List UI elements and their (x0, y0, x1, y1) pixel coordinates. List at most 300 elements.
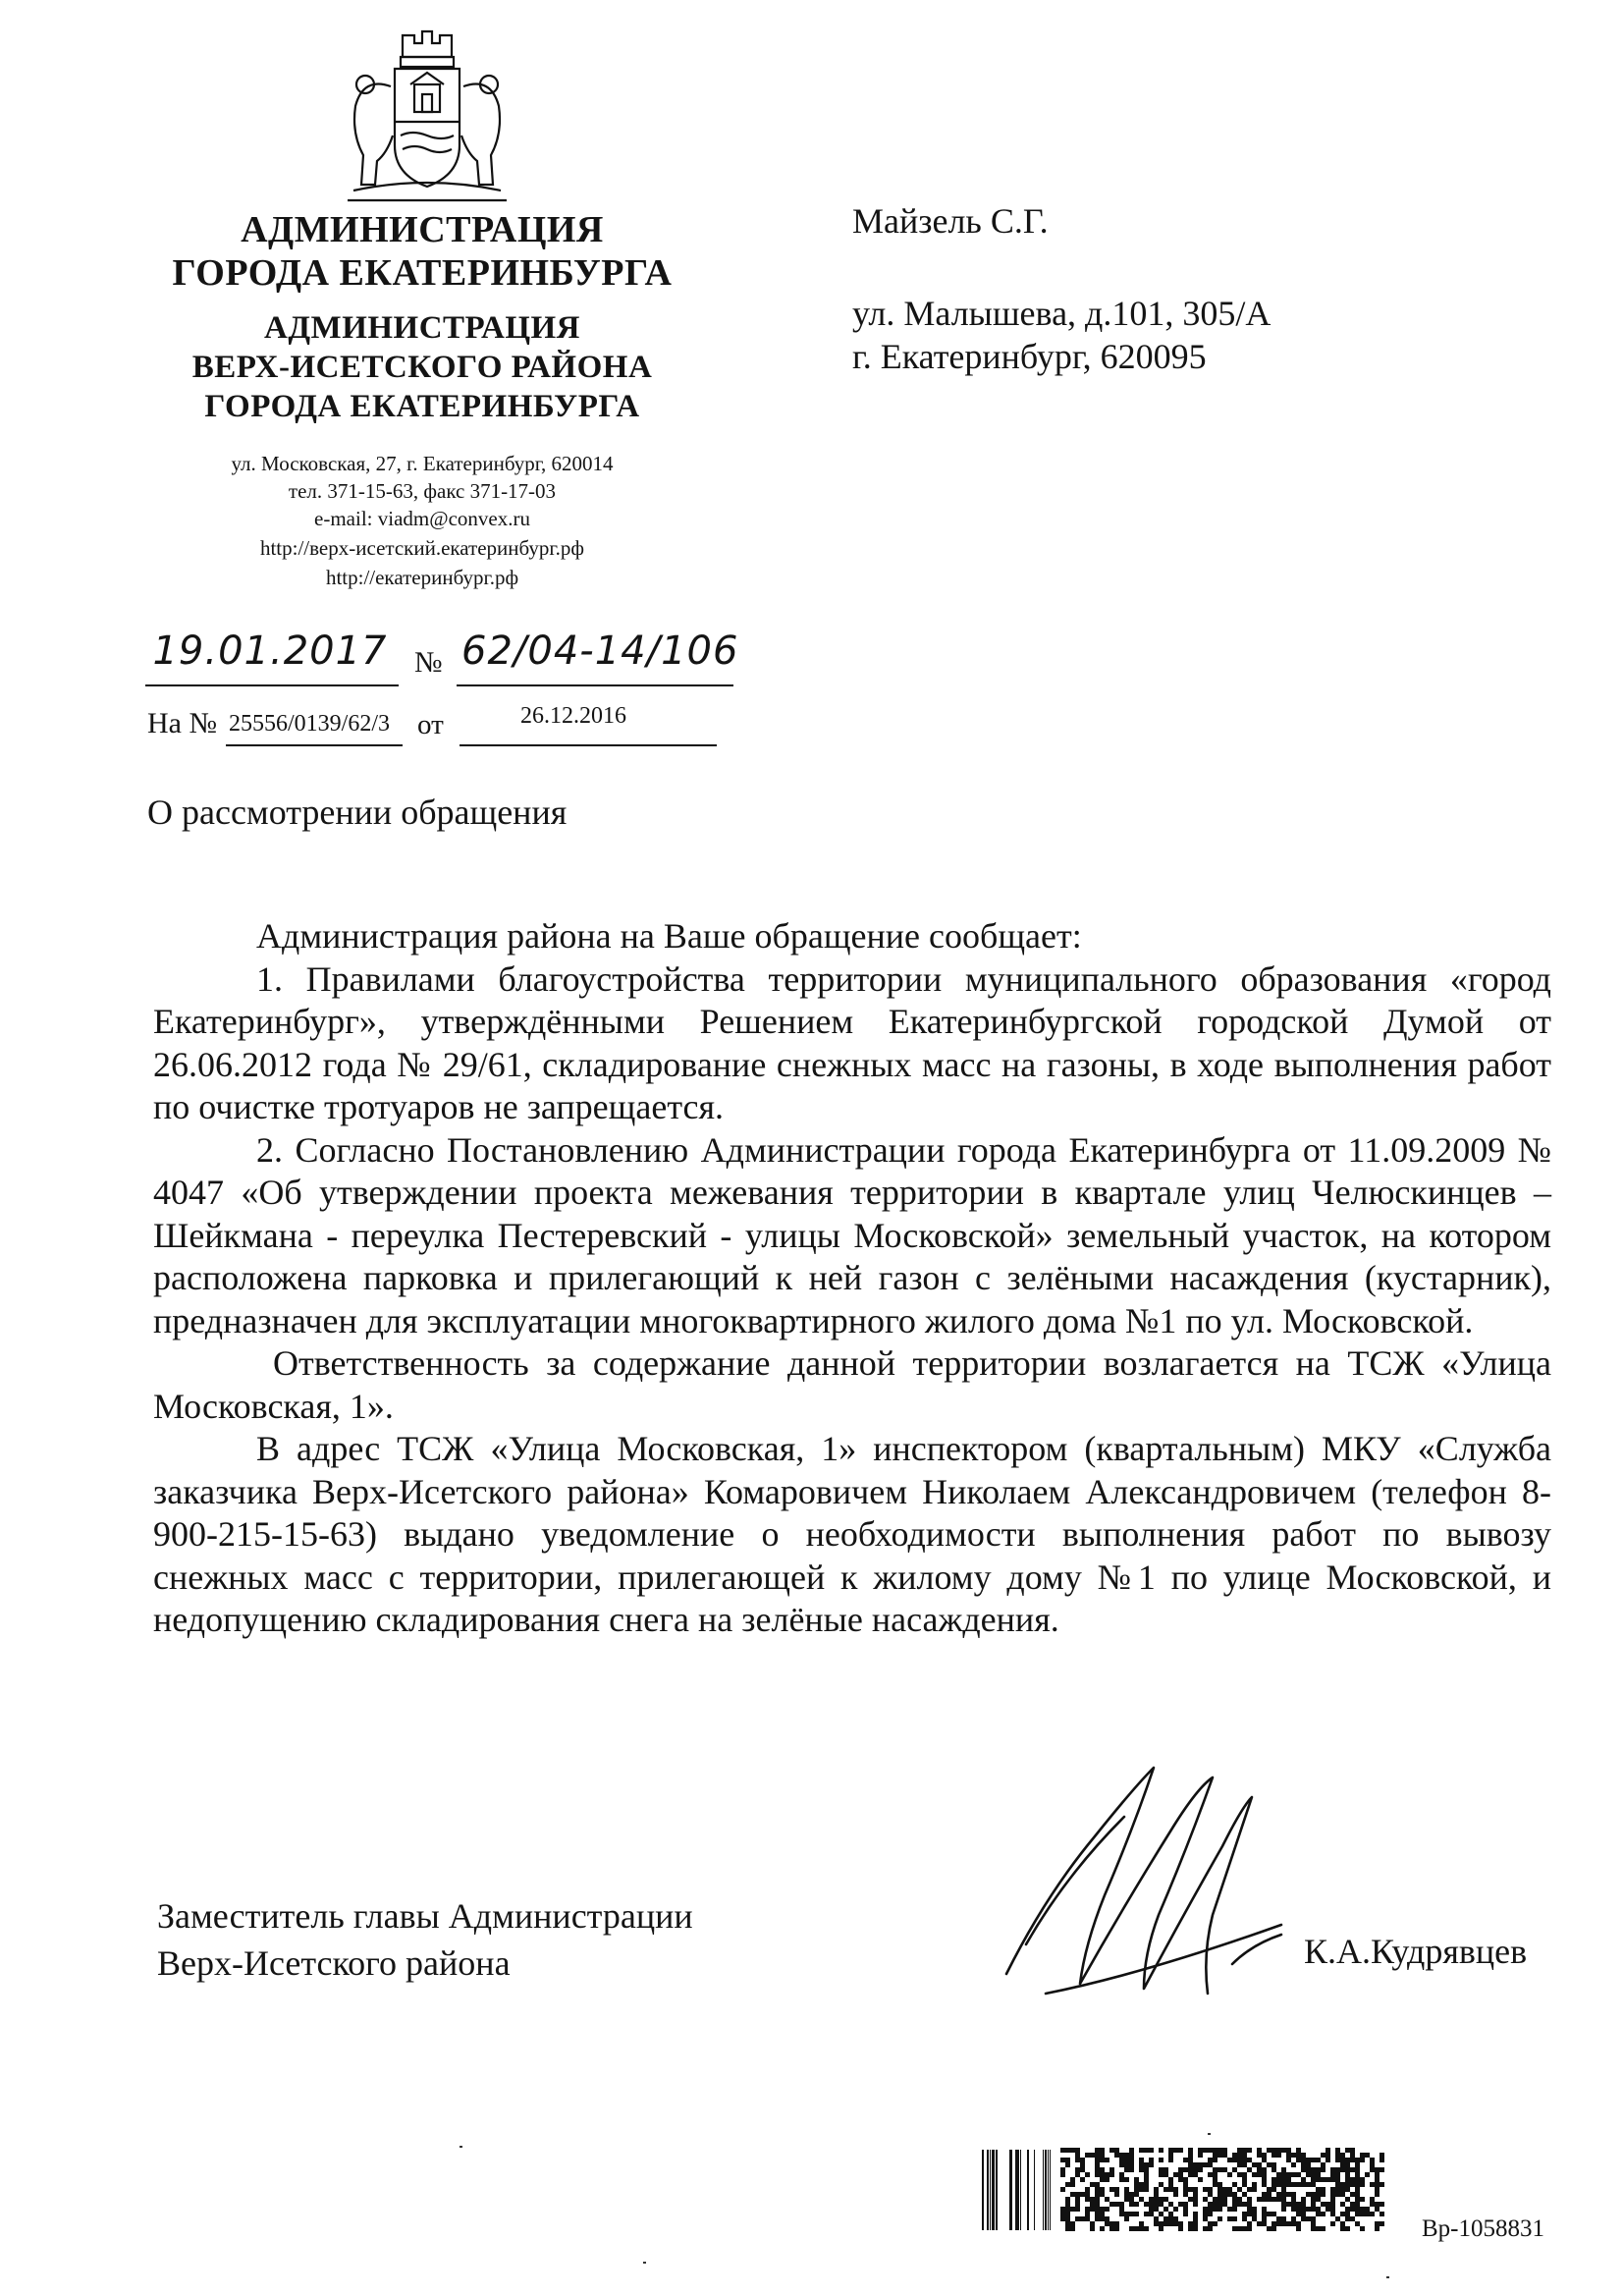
barcode-cell (1375, 2207, 1380, 2212)
barcode-cell (1168, 2212, 1173, 2216)
barcode-cell (1159, 2197, 1163, 2202)
barcode-cell (1217, 2207, 1222, 2212)
barcode-cell (1208, 2212, 1213, 2216)
barcode-cell (1271, 2177, 1276, 2182)
barcode-bar (1043, 2150, 1044, 2230)
barcode-cell (1301, 2167, 1306, 2172)
barcode-cell (1355, 2167, 1360, 2172)
barcode-cell (1188, 2197, 1193, 2202)
barcode-cell (1355, 2197, 1360, 2202)
barcode-cell (1296, 2207, 1301, 2212)
barcode-bar (996, 2150, 998, 2230)
barcode-cell (1124, 2177, 1129, 2182)
barcode-cell (1213, 2172, 1217, 2177)
body-item-1: 1. Правилами благоустройства территории муниципального образования «город Екатеринбург», утверждёнными Решением Екатеринбургской городской Думой от 26.06.2012 года № 29/61, складирование снежных масс на газоны, в ходе выполнения работ по очистке тротуаров не запрещается. (153, 958, 1551, 1126)
barcode-cell (1311, 2207, 1316, 2212)
barcode-cell (1109, 2172, 1114, 2177)
barcode-cell (1090, 2197, 1095, 2202)
barcode-cell (1257, 2162, 1262, 2167)
barcode-cell (1281, 2207, 1286, 2212)
barcode-cell (1109, 2148, 1114, 2153)
barcode-cell (1159, 2167, 1163, 2172)
barcode-cell (1065, 2148, 1070, 2153)
barcode-cell (1257, 2172, 1262, 2177)
barcode-cell (1291, 2182, 1296, 2187)
barcode-cell (1060, 2207, 1065, 2212)
barcode-cell (1375, 2221, 1380, 2226)
org-name-line2: ГОРОДА ЕКАТЕРИНБУРГА (172, 252, 673, 294)
barcode-cell (1252, 2182, 1257, 2187)
barcode-cell (1090, 2182, 1095, 2187)
barcode-cell (1267, 2162, 1271, 2167)
barcode-cell (1375, 2172, 1380, 2177)
barcode-cell (1321, 2212, 1325, 2216)
barcode-cell (1075, 2148, 1080, 2153)
barcode-cell (1193, 2226, 1198, 2231)
barcode-cell (1060, 2187, 1065, 2192)
barcode-cell (1330, 2192, 1335, 2197)
barcode-cell (1281, 2202, 1286, 2207)
barcode-cell (1085, 2172, 1090, 2177)
barcode-cell (1355, 2158, 1360, 2162)
body-intro: Администрация района на Ваше обращение сообщает: (256, 916, 1082, 956)
barcode-cell (1321, 2187, 1325, 2192)
barcode-cell (1105, 2158, 1109, 2162)
barcode-cell (1257, 2153, 1262, 2158)
barcode-cell (1321, 2167, 1325, 2172)
barcode-cell (1109, 2221, 1114, 2226)
barcode-cell (1306, 2182, 1311, 2187)
barcode-cell (1144, 2167, 1149, 2172)
barcode-cell (1100, 2216, 1105, 2221)
barcode-cell (1276, 2182, 1281, 2187)
barcode-cell (1227, 2187, 1232, 2192)
barcode-cell (1330, 2172, 1335, 2177)
barcode-cell (1065, 2158, 1070, 2162)
barcode-cell (1380, 2212, 1384, 2216)
barcode-cell (1345, 2162, 1350, 2167)
district-name-line2: ВЕРХ-ИСЕТСКОГО РАЙОНА (191, 350, 653, 385)
barcode-cell (1144, 2187, 1149, 2192)
barcode-cell (1129, 2192, 1134, 2197)
barcode-cell (1306, 2216, 1311, 2221)
barcode-cell (1227, 2172, 1232, 2177)
barcode-cell (1276, 2197, 1281, 2202)
barcode-cell (1217, 2187, 1222, 2192)
reference-prefix: На № (147, 707, 218, 739)
barcode-cell (1330, 2212, 1335, 2216)
barcode-cell (1276, 2221, 1281, 2226)
barcode-cell (1222, 2153, 1227, 2158)
barcode-cell (1370, 2182, 1375, 2187)
barcode-cell (1119, 2153, 1124, 2158)
barcode-cell (1316, 2212, 1321, 2216)
barcode-cell (1271, 2212, 1276, 2216)
barcode-cell (1090, 2202, 1095, 2207)
barcode-cell (1291, 2216, 1296, 2221)
recipient-name: Майзель С.Г. (852, 201, 1049, 241)
barcode-cell (1276, 2172, 1281, 2177)
barcode-cell (1080, 2216, 1085, 2221)
barcode-cell (1247, 2212, 1252, 2216)
barcode-cell (1271, 2162, 1276, 2167)
barcode-cell (1075, 2207, 1080, 2212)
barcode-cell (1168, 2202, 1173, 2207)
barcode-cell (1109, 2202, 1114, 2207)
barcode-cell (1281, 2177, 1286, 2182)
reference-number: 25556/0139/62/3 (229, 711, 391, 737)
barcode-cell (1237, 2148, 1242, 2153)
barcode-cell (1065, 2216, 1070, 2221)
barcode-cell (1144, 2182, 1149, 2187)
scan-speck (460, 2146, 462, 2148)
barcode-cell (1227, 2216, 1232, 2221)
barcode-cell (1365, 2207, 1370, 2212)
barcode-cell (1173, 2192, 1178, 2197)
barcode-cell (1060, 2158, 1065, 2162)
barcode-cell (1144, 2162, 1149, 2167)
barcode-cell (1129, 2226, 1134, 2231)
barcode-cell (1129, 2158, 1134, 2162)
barcode-cell (1380, 2167, 1384, 2172)
reference-date: 26.12.2016 (520, 703, 626, 729)
barcode-cell (1330, 2202, 1335, 2207)
barcode-cell (1203, 2216, 1208, 2221)
barcode-cell (1217, 2202, 1222, 2207)
barcode-cell (1163, 2216, 1168, 2221)
barcode-cell (1222, 2167, 1227, 2172)
barcode-cell (1109, 2187, 1114, 2192)
barcode-cell (1281, 2148, 1286, 2153)
barcode-cell (1100, 2192, 1105, 2197)
barcode-cell (1355, 2192, 1360, 2197)
barcode-cell (1281, 2167, 1286, 2172)
barcode-cell (1060, 2172, 1065, 2177)
barcode-cell (1262, 2216, 1267, 2221)
barcode-cell (1296, 2153, 1301, 2158)
barcode-cell (1340, 2162, 1345, 2167)
barcode-cell (1075, 2153, 1080, 2158)
barcode-cell (1100, 2187, 1105, 2192)
barcode-cell (1178, 2221, 1183, 2226)
barcode-cell (1139, 2221, 1144, 2226)
barcode-cell (1296, 2182, 1301, 2187)
barcode-cell (1296, 2148, 1301, 2153)
barcode-cell (1129, 2202, 1134, 2207)
barcode-cell (1100, 2153, 1105, 2158)
barcode-cell (1134, 2182, 1139, 2187)
barcode-cell (1291, 2197, 1296, 2202)
barcode-cell (1335, 2182, 1340, 2187)
barcode-cell (1095, 2153, 1100, 2158)
reference-date-underline (460, 744, 717, 746)
barcode-cell (1370, 2197, 1375, 2202)
barcode-cell (1247, 2202, 1252, 2207)
barcode-cell (1330, 2197, 1335, 2202)
barcode-cell (1203, 2226, 1208, 2231)
barcode-cell (1321, 2177, 1325, 2182)
barcode-cell (1311, 2172, 1316, 2177)
barcode-cell (1350, 2177, 1355, 2182)
barcode-cell (1330, 2221, 1335, 2226)
barcode-cell (1330, 2207, 1335, 2212)
barcode-cell (1213, 2167, 1217, 2172)
barcode-cell (1281, 2172, 1286, 2177)
barcode-cell (1139, 2158, 1144, 2162)
barcode-cell (1168, 2187, 1173, 2192)
reference-from-label: от (417, 709, 444, 740)
barcode-cell (1124, 2212, 1129, 2216)
barcode-cell (1095, 2216, 1100, 2221)
barcode-cell (1257, 2167, 1262, 2172)
district-name-line1: АДМИНИСТРАЦИЯ (264, 310, 580, 346)
scan-speck (1208, 2133, 1211, 2135)
contact-address: ул. Московская, 27, г. Екатеринбург, 620014 (231, 452, 614, 475)
barcode-cell (1173, 2207, 1178, 2212)
barcode-cell (1380, 2158, 1384, 2162)
barcode-cell (1325, 2177, 1330, 2182)
barcode-cell (1090, 2221, 1095, 2226)
barcode-cell (1301, 2216, 1306, 2221)
barcode-cell (1085, 2212, 1090, 2216)
barcode-cell (1375, 2187, 1380, 2192)
barcode-cell (1242, 2202, 1247, 2207)
barcode-cell (1291, 2221, 1296, 2226)
barcode-cell (1311, 2197, 1316, 2202)
barcode-cell (1124, 2197, 1129, 2202)
barcode-cell (1163, 2197, 1168, 2202)
barcode-cell (1183, 2212, 1188, 2216)
barcode-cell (1080, 2158, 1085, 2162)
barcode-cell (1119, 2207, 1124, 2212)
barcode-cell (1296, 2172, 1301, 2177)
barcode-cell (1330, 2167, 1335, 2172)
barcode-cell (1173, 2221, 1178, 2226)
barcode-bar (990, 2150, 991, 2230)
barcode-cell (1129, 2153, 1134, 2158)
registration-number-underline (457, 684, 733, 686)
barcode-cell (1119, 2162, 1124, 2167)
barcode-cell (1340, 2212, 1345, 2216)
barcode-cell (1291, 2172, 1296, 2177)
barcode-cell (1237, 2187, 1242, 2192)
barcode-cell (1262, 2153, 1267, 2158)
barcode-cell (1085, 2207, 1090, 2212)
barcode-cell (1281, 2187, 1286, 2192)
barcode-cell (1149, 2207, 1154, 2212)
barcode-cell (1301, 2202, 1306, 2207)
barcode-cell (1222, 2187, 1227, 2192)
barcode-cell (1208, 2148, 1213, 2153)
barcode-cell (1262, 2212, 1267, 2216)
barcode-cell (1095, 2207, 1100, 2212)
barcode-cell (1247, 2158, 1252, 2162)
barcode-cell (1183, 2158, 1188, 2162)
barcode-cell (1070, 2177, 1075, 2182)
barcode-cell (1281, 2197, 1286, 2202)
barcode-cell (1193, 2192, 1198, 2197)
barcode-cell (1154, 2216, 1159, 2221)
handwritten-signature (987, 1748, 1301, 2023)
barcode-cell (1100, 2207, 1105, 2212)
barcode-cell (1227, 2158, 1232, 2162)
body-item-2: 2. Согласно Постановлению Администрации города Екатеринбурга от 11.09.2009 № 4047 «Об утверждении проекта межевания территории в квартале улиц Челюскинцев –Шейкмана - переулка Пестеревский - улицы Московской» земельный участок, на котором расположена парковка и прилегающий к ней газон с зелёными насаждения (кустарник), предназначен для эксплуатации многоквартирного жилого дома №1 по ул. Московской. (153, 1129, 1551, 1340)
barcode-cell (1242, 2216, 1247, 2221)
barcode-cell (1203, 2148, 1208, 2153)
barcode-cell (1065, 2207, 1070, 2212)
barcode-cell (1124, 2167, 1129, 2172)
barcode-cell (1085, 2197, 1090, 2202)
barcode-cell (1105, 2197, 1109, 2202)
contact-phone: тел. 371-15-63, факс 371-17-03 (288, 479, 557, 503)
barcode-cell (1355, 2212, 1360, 2216)
barcode-cell (1375, 2202, 1380, 2207)
barcode-cell (1350, 2192, 1355, 2197)
barcode-cell (1301, 2212, 1306, 2216)
barcode-cell (1291, 2202, 1296, 2207)
barcode-cell (1301, 2153, 1306, 2158)
barcode-cell (1154, 2187, 1159, 2192)
barcode-cell (1129, 2162, 1134, 2167)
barcode-cell (1222, 2148, 1227, 2153)
barcode-cell (1267, 2192, 1271, 2197)
barcode-cell (1208, 2162, 1213, 2167)
barcode-cell (1370, 2158, 1375, 2162)
barcode-cell (1316, 2207, 1321, 2212)
barcode-cell (1286, 2158, 1291, 2162)
barcode-cell (1345, 2216, 1350, 2221)
barcode-cell (1119, 2202, 1124, 2207)
barcode-cell (1119, 2172, 1124, 2177)
barcode-bar (1034, 2150, 1035, 2230)
barcode-cell (1232, 2158, 1237, 2162)
barcode-cell (1360, 2182, 1365, 2187)
barcode-bar (1009, 2150, 1012, 2230)
registration-number-sign: № (414, 646, 443, 679)
barcode-cell (1095, 2212, 1100, 2216)
barcode-cell (1301, 2162, 1306, 2167)
recipient-address-line2: г. Екатеринбург, 620095 (852, 337, 1207, 376)
barcode-cell (1070, 2192, 1075, 2197)
barcode-cell (1100, 2167, 1105, 2172)
barcode-cell (1213, 2197, 1217, 2202)
barcode-cell (1095, 2148, 1100, 2153)
barcode-cell (1090, 2207, 1095, 2212)
barcode-cell (1355, 2177, 1360, 2182)
barcode-cell (1114, 2148, 1119, 2153)
barcode-cell (1208, 2202, 1213, 2207)
barcode-cell (1262, 2167, 1267, 2172)
barcode-cell (1247, 2148, 1252, 2153)
barcode-cell (1237, 2226, 1242, 2231)
barcode-cell (1193, 2197, 1198, 2202)
barcode-cell (1178, 2177, 1183, 2182)
barcode-cell (1168, 2153, 1173, 2158)
barcode-cell (1355, 2202, 1360, 2207)
barcode-cell (1286, 2153, 1291, 2158)
barcode-cell (1237, 2162, 1242, 2167)
barcode-cell (1134, 2226, 1139, 2231)
barcode-cell (1213, 2221, 1217, 2226)
barcode-cell (1070, 2207, 1075, 2212)
barcode-cell (1242, 2158, 1247, 2162)
barcode-cell (1321, 2153, 1325, 2158)
barcode-cell (1355, 2207, 1360, 2212)
barcode-cell (1203, 2207, 1208, 2212)
barcode-cell (1247, 2187, 1252, 2192)
barcode-cell (1311, 2182, 1316, 2187)
body-paragraph-notice: В адрес ТСЖ «Улица Московская, 1» инспектором (квартальным) МКУ «Служба заказчика Верх-Исетского района» Комаровичем Николаем Александровичем (телефон 8-900-215-15-63) выдано уведомление о необходимости выполнения работ по вывозу снежных масс с территории, прилегающей к жилому дому №1 по улице Московской, и недопущению складирования снега на зелёные насаждения. (153, 1429, 1551, 1639)
barcode-cell (1163, 2187, 1168, 2192)
barcode-cell (1144, 2177, 1149, 2182)
barcode-cell (1095, 2202, 1100, 2207)
barcode-cell (1232, 2192, 1237, 2197)
barcode-cell (1340, 2153, 1345, 2158)
barcode-cell (1316, 2172, 1321, 2177)
barcode-cell (1242, 2212, 1247, 2216)
barcode-cell (1380, 2153, 1384, 2158)
barcode-cell (1173, 2216, 1178, 2221)
barcode-cell (1306, 2207, 1311, 2212)
barcode-cell (1208, 2226, 1213, 2231)
registration-date-underline (145, 684, 399, 686)
barcode-cell (1134, 2192, 1139, 2197)
barcode-cell (1109, 2226, 1114, 2231)
barcode-bar (1048, 2150, 1049, 2230)
barcode-cell (1316, 2158, 1321, 2162)
barcode-cell (1306, 2158, 1311, 2162)
barcode-cell (1134, 2202, 1139, 2207)
barcode-cell (1100, 2158, 1105, 2162)
barcode-cell (1154, 2202, 1159, 2207)
barcode-cell (1124, 2192, 1129, 2197)
barcode-cell (1208, 2187, 1213, 2192)
barcode-cell (1281, 2221, 1286, 2226)
barcode-cell (1070, 2148, 1075, 2153)
barcode-cell (1163, 2172, 1168, 2177)
barcode-cell (1154, 2192, 1159, 2197)
barcode-cell (1154, 2207, 1159, 2212)
barcode-cell (1124, 2158, 1129, 2162)
barcode-cell (1075, 2158, 1080, 2162)
barcode-cell (1316, 2192, 1321, 2197)
barcode-cell (1154, 2197, 1159, 2202)
barcode-cell (1360, 2226, 1365, 2231)
barcode-cell (1129, 2167, 1134, 2172)
barcode-cell (1355, 2162, 1360, 2167)
barcode-cell (1208, 2158, 1213, 2162)
barcode-cell (1208, 2207, 1213, 2212)
barcode-cell (1198, 2167, 1203, 2172)
barcode-cell (1311, 2221, 1316, 2226)
barcode-cell (1286, 2172, 1291, 2177)
barcode-cell (1242, 2192, 1247, 2197)
barcode-cell (1345, 2158, 1350, 2162)
barcode-cell (1242, 2177, 1247, 2182)
barcode-cell (1178, 2202, 1183, 2207)
barcode-cell (1232, 2226, 1237, 2231)
barcode-cell (1213, 2153, 1217, 2158)
reference-number-underline (226, 744, 403, 746)
barcode-cell (1144, 2212, 1149, 2216)
barcode-cell (1168, 2158, 1173, 2162)
barcode-cell (1252, 2162, 1257, 2167)
barcode-cell (1330, 2177, 1335, 2182)
signatory-title-line1: Заместитель главы Администрации (157, 1896, 693, 1936)
barcode-cell (1065, 2202, 1070, 2207)
barcode-cell (1345, 2177, 1350, 2182)
barcode-cell (1134, 2212, 1139, 2216)
